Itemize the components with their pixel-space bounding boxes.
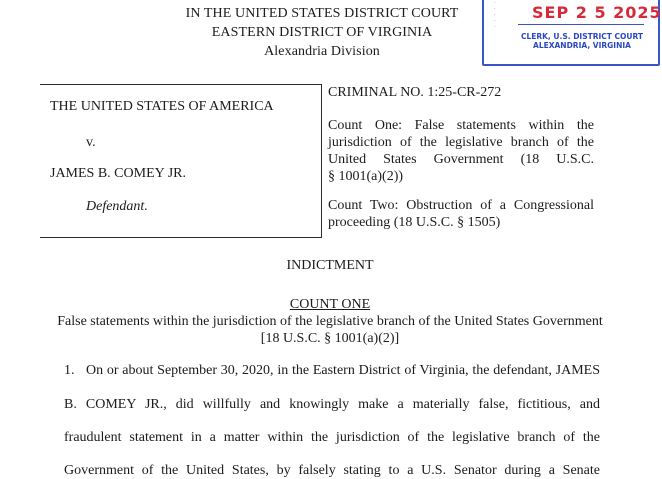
count-one-line: Count One: False statements within the [328, 118, 594, 133]
district-name: EASTERN DISTRICT OF VIRGINIA [211, 25, 433, 40]
caption-defendant-role: Defendant. [86, 199, 148, 214]
count-one-citation: [18 U.S.C. § 1001(a)(2)] [260, 331, 400, 346]
caption-border-right [321, 84, 322, 238]
caption-versus: v. [86, 135, 96, 150]
count-two-line: Count Two: Obstruction of a Congressional [328, 198, 594, 213]
stamp-clerk-line1: CLERK, U.S. DISTRICT COURT [520, 32, 644, 41]
count-one-line: jurisdiction of the legislative branch of the [328, 135, 594, 150]
stamp-clerk [514, 32, 650, 50]
count-one-line: § 1001(a)(2)) [328, 169, 404, 184]
stamp-clerk-line2: ALEXANDRIA, VIRGINIA [533, 41, 631, 50]
charge-count-one [328, 117, 594, 185]
caption-defendant: JAMES B. COMEY JR. [50, 166, 187, 181]
document-title: INDICTMENT [286, 258, 374, 273]
paragraph-line: B. COMEY JR., did willfully and knowingly make a materially false, fictitious, and [64, 397, 600, 412]
stamp-date: SEP 2 5 2025 [532, 3, 662, 22]
caption-border-bottom [40, 237, 322, 238]
paragraph-line: Government of the United States, by falsely stating to a U.S. Senator during a Senate [64, 463, 600, 478]
caption-plaintiff: THE UNITED STATES OF AMERICA [50, 99, 274, 114]
count-one-heading: COUNT ONE [289, 297, 371, 312]
paragraph-line: fraudulent statement in a matter within the jurisdiction of the legislative branch of the [64, 430, 600, 445]
stamp-side-marks: · · · · · [494, 0, 496, 30]
filed-stamp [482, 0, 660, 66]
count-two-line: proceeding (18 U.S.C. § 1505) [328, 215, 501, 230]
paragraph-line: On or about September 30, 2020, in the Eastern District of Virginia, the defendant, JAMES [86, 363, 600, 378]
case-number: CRIMINAL NO. 1:25-CR-272 [328, 85, 502, 100]
caption-border-top [40, 84, 322, 85]
court-name: IN THE UNITED STATES DISTRICT COURT [185, 6, 459, 21]
count-one-line: United States Government (18 U.S.C. [328, 152, 594, 167]
charge-count-two [328, 197, 594, 231]
division-name: Alexandria Division [264, 44, 380, 59]
paragraph-number: 1. [64, 363, 75, 378]
count-one-subtitle: False statements within the jurisdiction of the legislative branch of the United States Government [57, 314, 603, 329]
stamp-divider [518, 24, 644, 25]
